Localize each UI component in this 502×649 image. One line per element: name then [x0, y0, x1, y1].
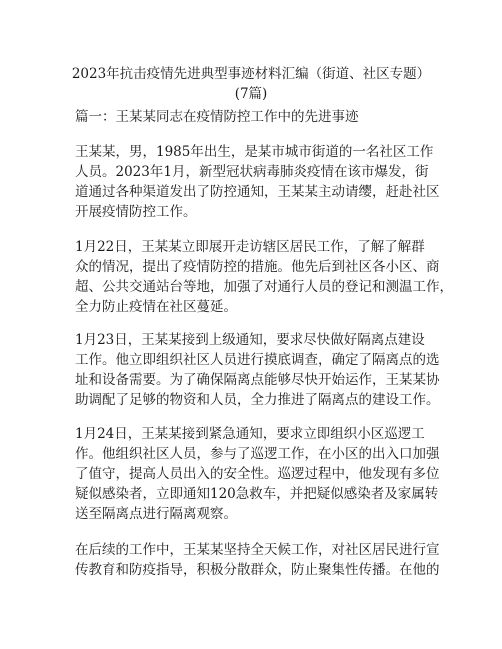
paragraph-line: 众的情况，提出了疫情防控的措施。他先后到社区各小区、商 [75, 259, 440, 275]
document-title [0, 64, 502, 104]
paragraph-line: 工作。他立即组织社区人员进行摸底调查，确定了隔离点的选 [75, 352, 440, 368]
paragraph-line: 作。他组织社区人员，参与了巡逻工作，在小区的出入口加强 [75, 446, 440, 462]
paragraph-line: 王某某，男，1985年出生，是某市城市街道的一名社区工作 [75, 144, 434, 160]
paragraph-line: 超、公共交通站台等地，加强了对通行人员的登记和测温工作， [75, 279, 453, 295]
paragraph-line: 全力防止疫情在社区蔓延。 [75, 299, 237, 315]
paragraph [75, 330, 440, 410]
heading-line: 篇一：王某某同志在疫情防控工作中的先进事迹 [75, 109, 359, 125]
paragraph-line: 传教育和防疫指导，积极分散群众，防止聚集性传播。在他的 [75, 562, 440, 578]
paragraph-line: 疑似感染者，立即通知120急救车，并把疑似感染者及家属转 [75, 486, 439, 502]
paragraph-line: 1月22日，王某某立即展开走访辖区居民工作，了解了解群 [75, 239, 425, 255]
section-heading [75, 107, 435, 127]
title-line: 2023年抗击疫情先进典型事迹材料汇编（街道、社区专题） [71, 66, 431, 82]
title-line: (7篇) [234, 86, 268, 102]
paragraph-line: 人员。2023年1月，新型冠状病毒肺炎疫情在该市爆发，街 [75, 164, 429, 180]
paragraph-line: 1月24日，王某某接到紧急通知，要求立即组织小区巡逻工 [75, 426, 425, 442]
paragraph [75, 142, 440, 222]
paragraph [75, 540, 440, 580]
paragraph [75, 237, 453, 317]
paragraph-line: 送至隔离点进行隔离观察。 [75, 506, 237, 522]
paragraph-line: 1月23日，王某某接到上级通知，要求尽快做好隔离点建设 [75, 332, 425, 348]
paragraph-line: 助调配了足够的物资和人员，全力推进了隔离点的建设工作。 [75, 392, 440, 408]
paragraph-line: 开展疫情防控工作。 [75, 204, 197, 220]
paragraph [75, 424, 440, 524]
paragraph-line: 址和设备需要。为了确保隔离点能够尽快开始运作，王某某协 [75, 372, 440, 388]
paragraph-line: 在后续的工作中，王某某坚持全天候工作，对社区居民进行宣 [75, 542, 440, 558]
paragraph-line: 道通过各种渠道发出了防控通知，王某某主动请缨，赶赴社区 [75, 184, 440, 200]
paragraph-line: 了值守，提高人员出入的安全性。巡逻过程中，他发现有多位 [75, 466, 440, 482]
